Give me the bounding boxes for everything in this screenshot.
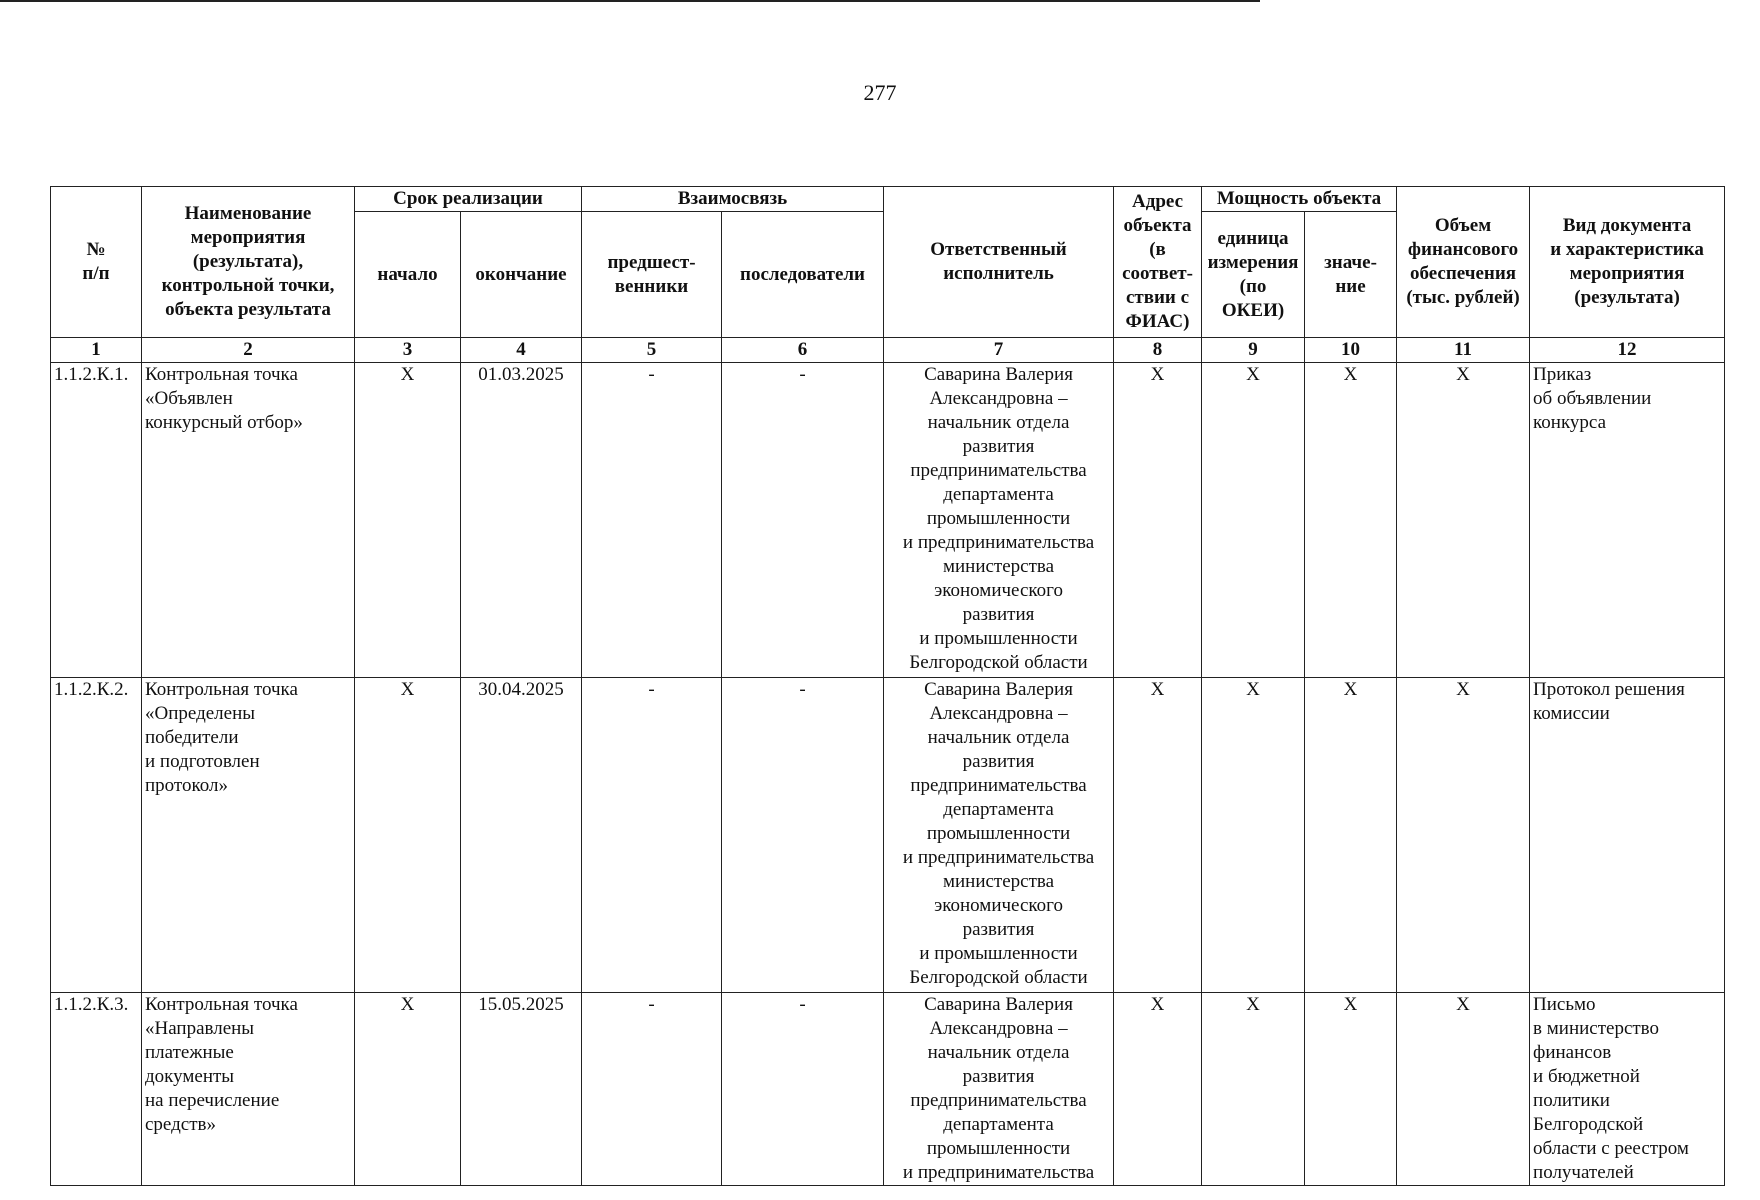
row-next: - (722, 993, 884, 1186)
row-prev: - (582, 993, 722, 1186)
row-num: 1.1.2.К.3. (51, 993, 142, 1186)
header-link-prev: предшест- венники (582, 212, 722, 338)
row-executor: Саварина Валерия Александровна – начальник отдела развития предпринимательства департамента промышленности и предпринимательства министерства экономического развития и промышленности Белгородской области (884, 363, 1114, 678)
row-end: 15.05.2025 (461, 993, 582, 1186)
row-next: - (722, 363, 884, 678)
header-term-group: Срок реализации (355, 187, 582, 212)
row-unit: X (1202, 993, 1305, 1186)
header-link-group: Взаимосвязь (582, 187, 884, 212)
header-term-start: начало (355, 212, 461, 338)
row-num: 1.1.2.К.1. (51, 363, 142, 678)
row-next: - (722, 678, 884, 993)
row-finance: X (1397, 363, 1530, 678)
header-num: № п/п (51, 187, 142, 338)
row-value: X (1305, 678, 1397, 993)
row-prev: - (582, 363, 722, 678)
row-unit: X (1202, 678, 1305, 993)
row-end: 01.03.2025 (461, 363, 582, 678)
row-address: X (1114, 363, 1202, 678)
table-row (51, 678, 1725, 993)
header-capacity-unit: единица измерения (по ОКЕИ) (1202, 212, 1305, 338)
column-number: 8 (1114, 338, 1202, 363)
column-number: 11 (1397, 338, 1530, 363)
row-doc: Письмо в министерство финансов и бюджетной политики Белгородской области с реестром получателей (1530, 993, 1725, 1186)
row-name: Контрольная точка «Направлены платежные документы на перечисление средств» (142, 993, 355, 1186)
row-end: 30.04.2025 (461, 678, 582, 993)
row-executor: Саварина Валерия Александровна – начальник отдела развития предпринимательства департамента промышленности и предпринимательства (884, 993, 1114, 1186)
table-row (51, 363, 1725, 678)
header-finance: Объем финансового обеспечения (тыс. рублей) (1397, 187, 1530, 338)
row-value: X (1305, 363, 1397, 678)
table-row (51, 993, 1725, 1186)
row-name: Контрольная точка «Определены победители и подготовлен протокол» (142, 678, 355, 993)
row-doc: Приказ об объявлении конкурса (1530, 363, 1725, 678)
row-address: X (1114, 993, 1202, 1186)
column-number: 3 (355, 338, 461, 363)
row-executor: Саварина Валерия Александровна – начальник отдела развития предпринимательства департамента промышленности и предпринимательства министерства экономического развития и промышленности Белгородской области (884, 678, 1114, 993)
row-name: Контрольная точка «Объявлен конкурсный отбор» (142, 363, 355, 678)
column-number: 6 (722, 338, 884, 363)
column-number: 4 (461, 338, 582, 363)
row-finance: X (1397, 993, 1530, 1186)
header-executor: Ответственный исполнитель (884, 187, 1114, 338)
row-start: X (355, 678, 461, 993)
header-capacity-value: значе- ние (1305, 212, 1397, 338)
row-address: X (1114, 678, 1202, 993)
header-capacity-group: Мощность объекта (1202, 187, 1397, 212)
column-number: 5 (582, 338, 722, 363)
column-number: 9 (1202, 338, 1305, 363)
header-doc-type: Вид документа и характеристика мероприятия (результата) (1530, 187, 1725, 338)
row-unit: X (1202, 363, 1305, 678)
header-address: Адрес объекта (в соответ- ствии с ФИАС) (1114, 187, 1202, 338)
row-prev: - (582, 678, 722, 993)
column-number: 2 (142, 338, 355, 363)
column-number-row (51, 338, 1725, 363)
row-doc: Протокол решения комиссии (1530, 678, 1725, 993)
control-points-table (50, 186, 1725, 1186)
column-number: 1 (51, 338, 142, 363)
row-num: 1.1.2.К.2. (51, 678, 142, 993)
column-number: 10 (1305, 338, 1397, 363)
row-finance: X (1397, 678, 1530, 993)
column-number: 7 (884, 338, 1114, 363)
header-term-end: окончание (461, 212, 582, 338)
header-link-next: последователи (722, 212, 884, 338)
row-start: X (355, 993, 461, 1186)
row-value: X (1305, 993, 1397, 1186)
row-start: X (355, 363, 461, 678)
column-number: 12 (1530, 338, 1725, 363)
header-name: Наименование мероприятия (результата), контрольной точки, объекта результата (142, 187, 355, 338)
scan-edge-line (0, 0, 1260, 2)
page-number: 277 (863, 80, 897, 105)
